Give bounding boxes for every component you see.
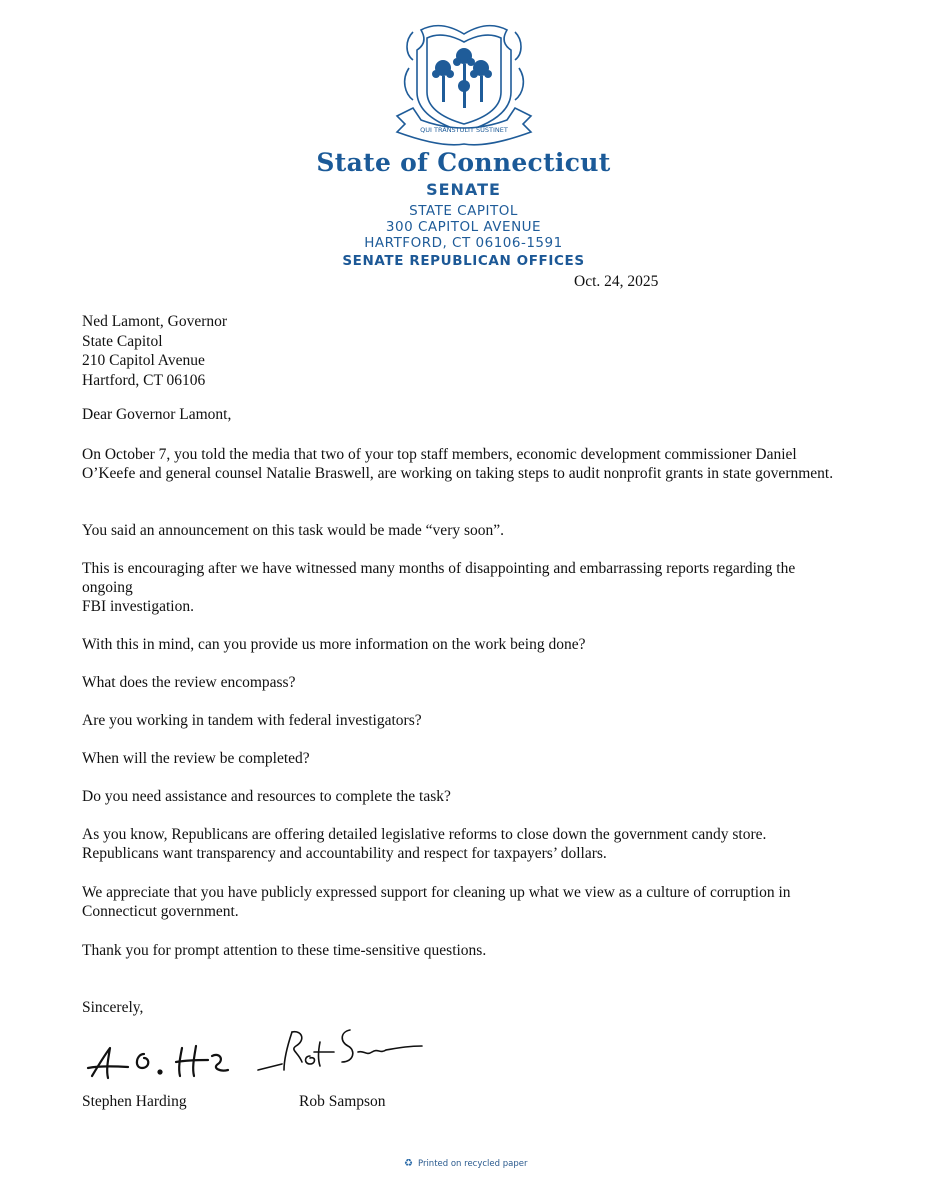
recycled-paper-footer bbox=[404, 1158, 527, 1169]
letterhead-chamber: SENATE bbox=[426, 180, 501, 199]
recipient-address bbox=[82, 312, 227, 390]
letterhead-address-line-1: STATE CAPITOL bbox=[409, 203, 518, 219]
recipient-line: Ned Lamont, Governor bbox=[82, 313, 228, 330]
footer-text: Printed on recycled paper bbox=[417, 1158, 528, 1169]
body-paragraph: We appreciate that you have publicly expressed support for cleaning up what we view as a culture of corruption in Connecticut government. bbox=[82, 884, 791, 920]
seal-motto: QUI TRANSTULIT SUSTINET bbox=[420, 126, 508, 134]
body-paragraph: With this in mind, can you provide us more information on the work being done? bbox=[82, 636, 586, 653]
recipient-line: 210 Capitol Avenue bbox=[82, 352, 205, 369]
letterhead-address-line-2: 300 CAPITOL AVENUE bbox=[385, 219, 542, 235]
body-paragraph: Thank you for prompt attention to these time-sensitive questions. bbox=[82, 942, 487, 959]
state-seal bbox=[391, 20, 537, 148]
signature-rob-sampson bbox=[254, 1022, 426, 1082]
signer-name: Stephen Harding bbox=[82, 1093, 187, 1110]
body-paragraph: Do you need assistance and resources to complete the task? bbox=[82, 788, 451, 805]
body-paragraph: On October 7, you told the media that two of your top staff members, economic development commissioner Daniel O’Keefe and general counsel Natalie Braswell, are working on taking steps to audit nonprofit grants in state government. bbox=[82, 446, 834, 482]
body-paragraph: This is encouraging after we have witnessed many months of disappointing and embarrassing reports regarding the ongoing bbox=[82, 560, 796, 596]
body-paragraph: As you know, Republicans are offering detailed legislative reforms to close down the government candy store. Republicans want transparency and accountability and respect for taxpayers’ dollars. bbox=[82, 826, 767, 862]
recipient-line: Hartford, CT 06106 bbox=[82, 371, 206, 389]
body-paragraph: Are you working in tandem with federal investigators? bbox=[82, 712, 422, 729]
signature-stephen-harding bbox=[84, 1030, 244, 1086]
letterhead-state-name: State of Connecticut bbox=[316, 148, 611, 177]
recipient-line: State Capitol bbox=[82, 332, 163, 350]
recycle-icon: ♻ bbox=[404, 1158, 413, 1169]
letter-date: Oct. 24, 2025 bbox=[574, 273, 659, 290]
body-paragraph: When will the review be completed? bbox=[82, 750, 310, 767]
body-paragraph: You said an announcement on this task would be made “very soon”. bbox=[82, 522, 505, 539]
closing: Sincerely, bbox=[82, 999, 144, 1016]
body-paragraph: FBI investigation. bbox=[82, 598, 194, 615]
salutation: Dear Governor Lamont, bbox=[82, 406, 232, 423]
letterhead-address-line-3: HARTFORD, CT 06106-1591 bbox=[364, 235, 563, 251]
letterhead-offices: SENATE REPUBLICAN OFFICES bbox=[342, 253, 585, 269]
signer-name: Rob Sampson bbox=[299, 1093, 386, 1110]
body-paragraph: What does the review encompass? bbox=[82, 674, 296, 691]
